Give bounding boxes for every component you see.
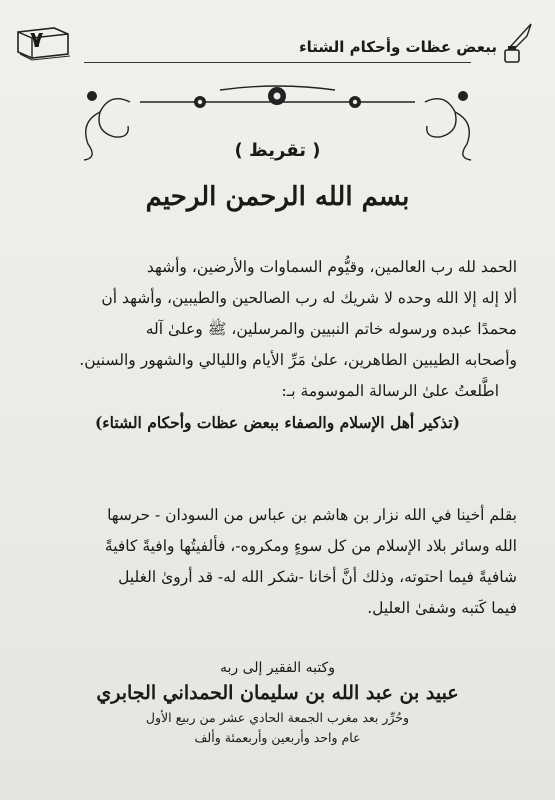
header-rule (84, 62, 471, 63)
body-line: اطَّلعتُ علىٰ الرسالة الموسومة بـ: (281, 382, 499, 400)
basmala: بسم الله الرحمن الرحيم (145, 182, 410, 212)
body-line: الله وسائر بلاد الإسلام من كل سوءٍ ومكروه-، فألفيتُها وافيةً كافيةً (104, 537, 517, 555)
page-header (14, 20, 541, 64)
running-title: ببعض عظات وأحكام الشتاء (298, 38, 497, 56)
page-number: ٧ (30, 28, 44, 53)
second-paragraph (38, 500, 517, 624)
quill-inkwell-icon (501, 22, 535, 66)
body-line: وأصحابه الطيبين الطاهرين، علىٰ مَرِّ الأيام والليالي والشهور والسنين. (79, 351, 517, 369)
body-line: بقلم أخينا في الله نزار بن هاشم بن عباس من السودان - حرسها (107, 506, 517, 524)
body-line: الحمد لله رب العالمين، وقيُّوم السماوات والأرضين، وأشهد (146, 258, 517, 276)
author-name: عبيد بن عبد الله بن سليمان الحمداني الجابري (96, 682, 459, 704)
date-line: وحُرِّر بعد مغرب الجمعة الحادي عشر من ربيع الأول (145, 710, 410, 725)
signature-intro: وكتبه الفقير إلى ربه (220, 660, 335, 676)
body-line: محمدًا عبده ورسوله خاتم النبيين والمرسلين، ﷺ وعلىٰ آله (145, 320, 517, 338)
signature-block (0, 660, 555, 748)
body-paragraph (38, 252, 517, 438)
body-line: شافيةً فيما احتوته، وذلك أنَّ أخانا -شكر الله له- قد أروىٰ الغليل (118, 568, 517, 586)
section-heading: ( تقريظ ) (234, 140, 321, 161)
body-line: ألا إله إلا الله وحده لا شريك له رب الصالحين والطيبين، وأشهد أن (101, 289, 517, 307)
book-title: (تذكير أهل الإسلام والصفاء ببعض عظات وأحكام الشتاء) (94, 413, 461, 432)
body-line: فيما كَتبه وشفىٰ العليل. (367, 599, 517, 617)
year-line: عام واحد وأربعين وأربعمئة وألف (194, 730, 361, 745)
